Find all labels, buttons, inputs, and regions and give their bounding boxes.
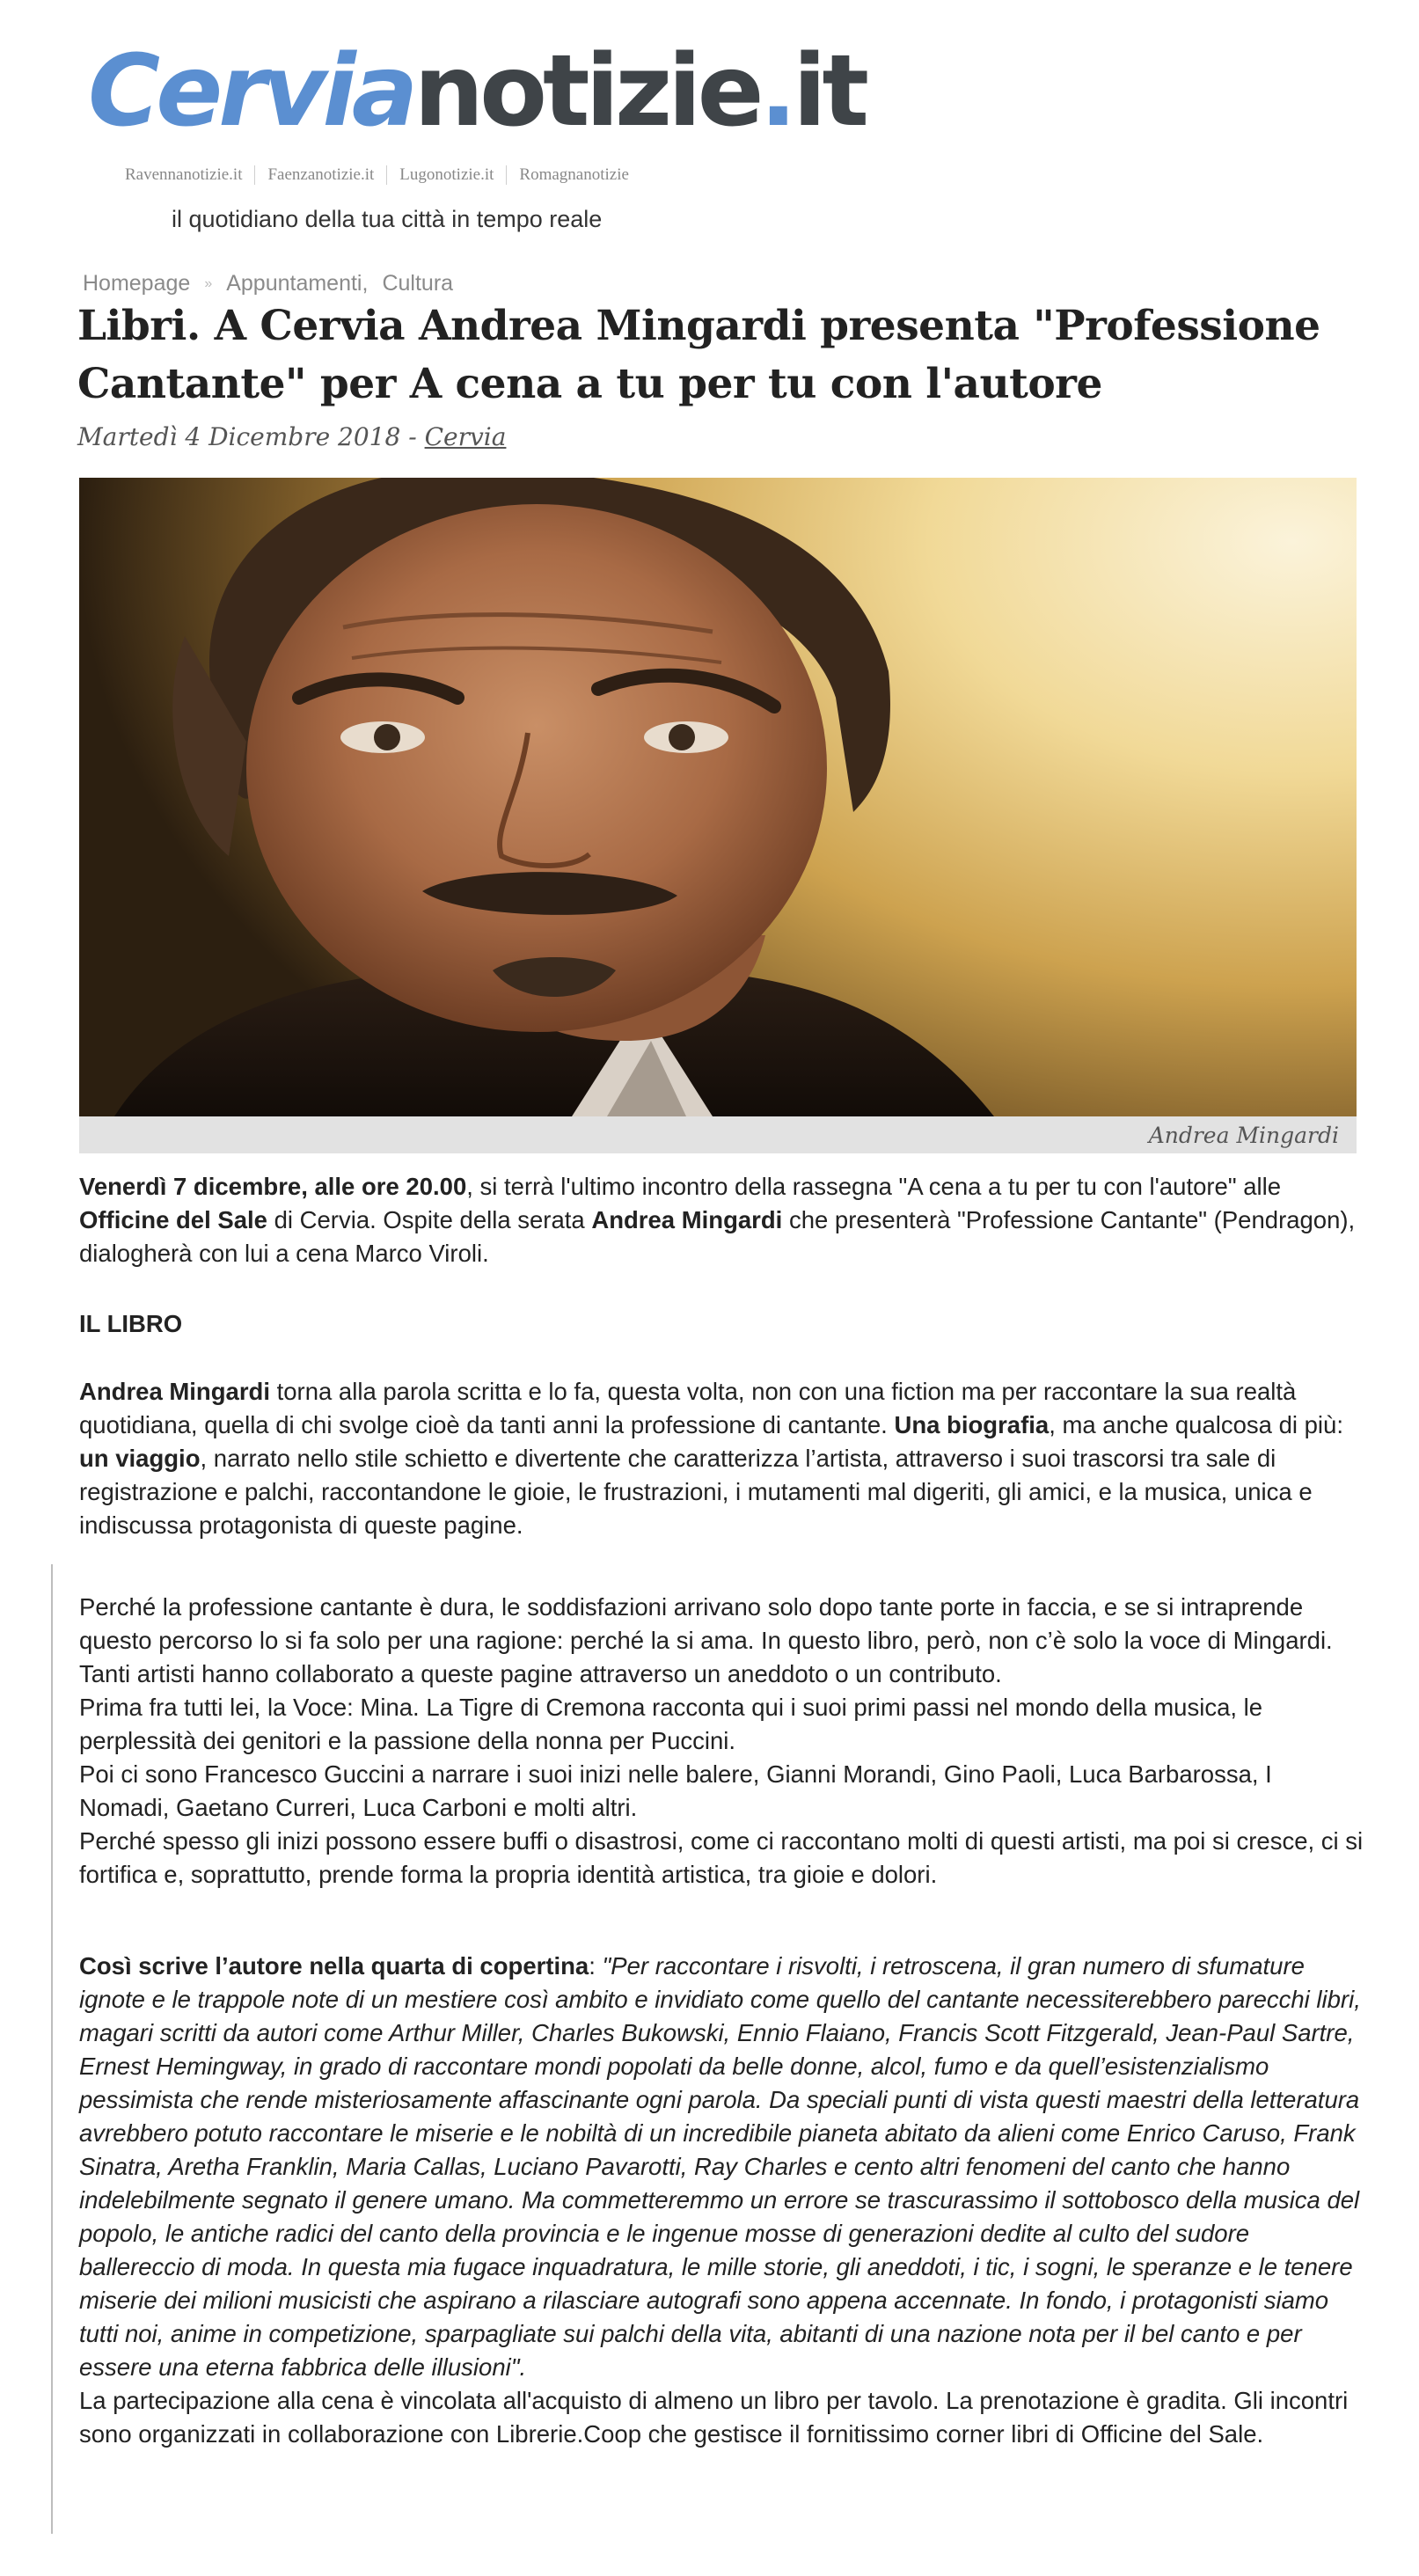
intro-text-1: , si terrà l'ultimo incontro della rassegna "A cena a tu per tu con l'autore" alle [466, 1173, 1282, 1200]
closing-text: La partecipazione alla cena è vincolata all'acquisto di almeno un libro per tavolo. La prenotazione è gradita. Gli incontri sono organizzati in collaborazione con Librerie.Coop che gestisce il fornitissimo corner libri di Officine del Sale. [79, 2387, 1349, 2448]
quote-line-3: Poi ci sono Francesco Guccini a narrare i suoi inizi nelle balere, Gianni Morandi, Gino Paoli, Luca Barbarossa, I Nomadi, Gaetano Curreri, Luca Carboni e molti altri. [79, 1760, 1272, 1821]
book-text-2: , ma anche qualcosa di più: [1049, 1411, 1343, 1438]
network-link-romagna[interactable]: Romagnanotizie [506, 165, 641, 185]
cover-bold-lead: Così scrive l’autore nella quarta di copertina [79, 1952, 589, 1980]
logo-dot: . [759, 34, 794, 149]
intro-text-3: che presenterà "Professione Cantante" (Pendragon), dialogherà con lui a cena Marco Viroli. [79, 1206, 1356, 1267]
book-text-1: torna alla parola scritta e lo fa, questa volta, non con una fiction ma per raccontare la sua realtà quotidiana, quella di chi svolge cioè da tanti anni la professione di cantante. [79, 1378, 1297, 1438]
breadcrumb [83, 271, 453, 296]
cover-paragraph [79, 1950, 1364, 2451]
cover-quote: "Per raccontare i risvolti, i retroscena, il gran numero di sfumature ignote e le trappole note di un mestiere così ambito e invidiato come quello del cantante necessiterebbero parecchi libri, magari scritti da autori come Arthur Miller, Charles Bukowski, Ennio Flaiano, Francis Scott Fitzgerald, Jean-Paul Sartre, Ernest Hemingway, in grado di raccontare mondi popolati da belle donne, alcol, fumo e da quell’esistenzialismo pessimista che rende misteriosamente affascinante ogni parola. Da speciali punti di vista questi maestri della letteratura avrebbero potuto raccontare le miserie e le nobiltà di un incredibile pianeta abitato da alieni come Enrico Caruso, Frank Sinatra, Aretha Franklin, Maria Callas, Luciano Pavarotti, Ray Charles e cento altri fenomeni del canto che hanno indelebilmente segnato il genere umano. Ma commetteremmo un errore se trascurassimo il sottobosco della musica del popolo, le antiche radici del canto della provincia e le ingenue mosse di generazioni dedite al culto del sudore ballereccio di moda. In questa mia fugace inquadratura, le mille storie, gli aneddoti, i tic, i sogni, le speranze e le tenere miserie dei milioni musicisti che aspirano a rilasciare autografi sono appena accennate. In fondo, i protagonisti siamo tutti noi, anime in competizione, sparpagliate sui palchi della vita, abitanti di una nazione nota per il bel canto e per essere una eterna fabbrica delle illusioni". [79, 1952, 1361, 2381]
article-date: Martedì 4 Dicembre 2018 [77, 422, 401, 451]
logo-cervia: Cervia [88, 34, 414, 149]
blockquote-border [51, 1564, 53, 2534]
cover-colon: : [589, 1952, 603, 1980]
book-text-3: , narrato nello stile schietto e divertente che caratterizza l’artista, attraverso i suoi trascorsi tra sale di registrazione e palchi, raccontandone le gioie, le frustrazioni, i mutamenti mal digeriti, gli amici, e la musica, unica e indiscussa protagonista di queste pagine. [79, 1445, 1313, 1539]
intro-text-2: di Cervia. Ospite della serata [267, 1206, 592, 1233]
breadcrumb-comma: , [362, 271, 369, 296]
book-bold-author: Andrea Mingardi [79, 1378, 270, 1405]
intro-bold-venue: Officine del Sale [79, 1206, 267, 1233]
intro-bold-guest: Andrea Mingardi [591, 1206, 783, 1233]
quote-line-2: Prima fra tutti lei, la Voce: Mina. La Tigre di Cremona racconta qui i suoi primi passi nel mondo della musica, le perplessità dei genitori e la passione della nonna per Puccini. [79, 1694, 1263, 1754]
book-paragraph [79, 1375, 1364, 1542]
breadcrumb-appuntamenti[interactable]: Appuntamenti [226, 271, 362, 296]
quote-line-1: Perché la professione cantante è dura, le soddisfazioni arrivano solo dopo tante porte in faccia, e se si intraprende questo percorso lo si fa solo per una ragione: perché la si ama. In questo libro, però, non c’è solo la voce di Mingardi. Tanti artisti hanno collaborato a queste pagine attraverso un aneddoto o un contributo. [79, 1593, 1333, 1687]
site-logo[interactable] [88, 34, 866, 149]
intro-paragraph [79, 1170, 1364, 1270]
breadcrumb-separator-icon: » [204, 275, 213, 291]
network-link-lugo[interactable]: Lugonotizie.it [386, 165, 506, 185]
network-link-ravenna[interactable]: Ravennanotizie.it [125, 165, 243, 184]
breadcrumb-cultura[interactable]: Cultura [382, 271, 454, 296]
photo-caption: Andrea Mingardi [1148, 1123, 1339, 1148]
article-location-link[interactable]: Cervia [424, 422, 507, 451]
section-heading: IL LIBRO [79, 1310, 183, 1337]
portrait-illustration [79, 478, 1357, 1116]
network-links [125, 165, 641, 185]
photo-caption-bar [79, 1116, 1357, 1153]
dateline-separator: - [400, 422, 425, 451]
book-bold-journey: un viaggio [79, 1445, 201, 1472]
logo-notizie: notizie [413, 34, 760, 149]
quote-line-4: Perché spesso gli inizi possono essere buffi o disastrosi, come ci raccontano molti di questi artisti, ma poi si cresce, ci si fortifica e, soprattutto, prende forma la propria identità artistica, tra gioie e dolori. [79, 1827, 1364, 1888]
article-dateline [77, 422, 506, 451]
book-bold-biography: Una biografia [894, 1411, 1050, 1438]
network-link-faenza[interactable]: Faenzanotizie.it [254, 165, 386, 185]
site-tagline: il quotidiano della tua città in tempo reale [172, 206, 603, 232]
logo-it: it [793, 34, 866, 149]
breadcrumb-home[interactable]: Homepage [83, 271, 191, 296]
quote-paragraph [79, 1591, 1364, 1892]
article-photo [79, 478, 1357, 1116]
article-title: Libri. A Cervia Andrea Mingardi presenta "Professione Cantante" per A cena a tu per tu con l'autore [77, 302, 1320, 408]
intro-bold-date: Venerdì 7 dicembre, alle ore 20.00 [79, 1173, 467, 1200]
